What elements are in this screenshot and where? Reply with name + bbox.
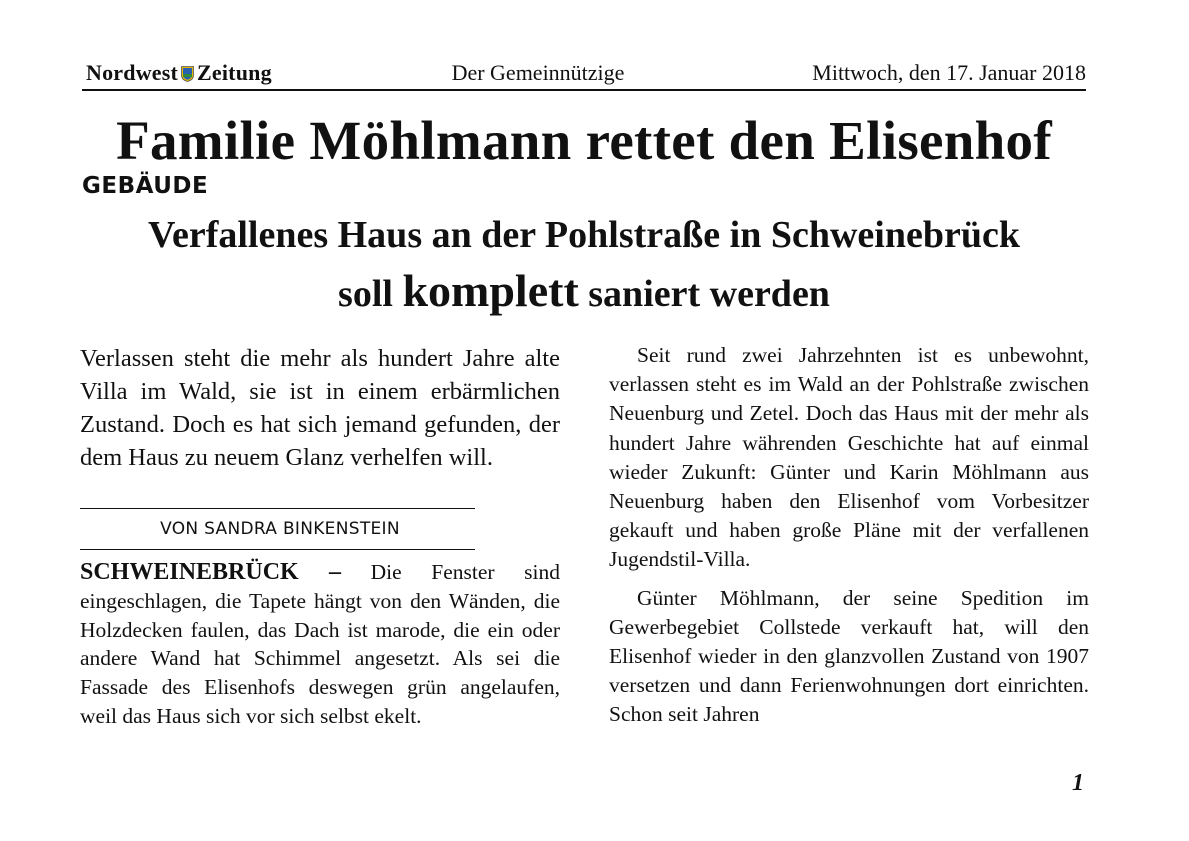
- masthead-rule: [82, 89, 1086, 91]
- coat-of-arms-icon: [181, 66, 194, 82]
- byline-rule-bottom: [80, 549, 475, 550]
- page-number: 1: [1072, 770, 1084, 796]
- body-right-paragraph-1: Seit rund zwei Jahrzehnten ist es unbewohnt, verlassen steht es im Wald an der Pohlstraße zwischen Neuenburg und Zetel. Doch das Haus mit der mehr als hundert Jahre währenden Geschichte hat auf einmal wieder Zukunft: Günter und Karin Möhlmann aus Neuenburg haben den Elisenhof vom Vorbesitzer gekauft und haben große Pläne mit der verfallenen Jugendstil-Villa.: [609, 343, 1089, 572]
- body-left-column: [80, 558, 560, 731]
- masthead: [82, 58, 1086, 88]
- kicker: GEBÄUDE: [82, 173, 209, 199]
- lead-paragraph: Verlassen steht die mehr als hundert Jahre alte Villa im Wald, sie ist in einem erbärmlichen Zustand. Doch es hat sich jemand gefunden, der dem Haus zu neuem Glanz verhelfen will.: [80, 345, 560, 471]
- subheadline-line1: Verfallenes Haus an der Pohlstraße in Schweinebrück: [148, 214, 1020, 256]
- dateline: SCHWEINEBRÜCK –: [80, 559, 341, 585]
- newspaper-name: [86, 60, 272, 86]
- body-left-text: Die Fenster sind eingeschlagen, die Tapete hängt von den Wänden, die Holzdecken faulen, das Dach ist marode, die ein oder andere Wand hat Schimmel angesetzt. Als sei die Fassade des Elisenhofs deswegen grün angelaufen, weil das Haus sich vor sich selbst ekelt.: [80, 560, 560, 728]
- issue-date: Mittwoch, den 17. Januar 2018: [812, 60, 1086, 85]
- newspaper-name-part1: Nordwest: [86, 60, 179, 85]
- subheadline-pre: soll: [338, 273, 403, 315]
- body-right-column: [609, 341, 1089, 730]
- subheadline-post: saniert werden: [578, 273, 830, 315]
- byline: VON SANDRA BINKENSTEIN: [160, 519, 400, 539]
- body-right-paragraph-2: Günter Möhlmann, der seine Spedition im Gewerbegebiet Collstede verkauft hat, will den Elisenhof wieder in den glanzvollen Zustand von 1907 versetzen und dann Ferienwohnungen dort einrichten. Schon seit Jahren: [609, 585, 1089, 727]
- section-name: Der Gemeinnützige: [451, 60, 625, 85]
- byline-rule-top: [80, 508, 475, 509]
- subheadline-line2: [82, 266, 1086, 319]
- subheadline-emphasis: komplett: [402, 265, 579, 316]
- headline: Familie Möhlmann rettet den Elisenhof: [116, 110, 1052, 171]
- newspaper-name-part2: Zeitung: [197, 60, 272, 85]
